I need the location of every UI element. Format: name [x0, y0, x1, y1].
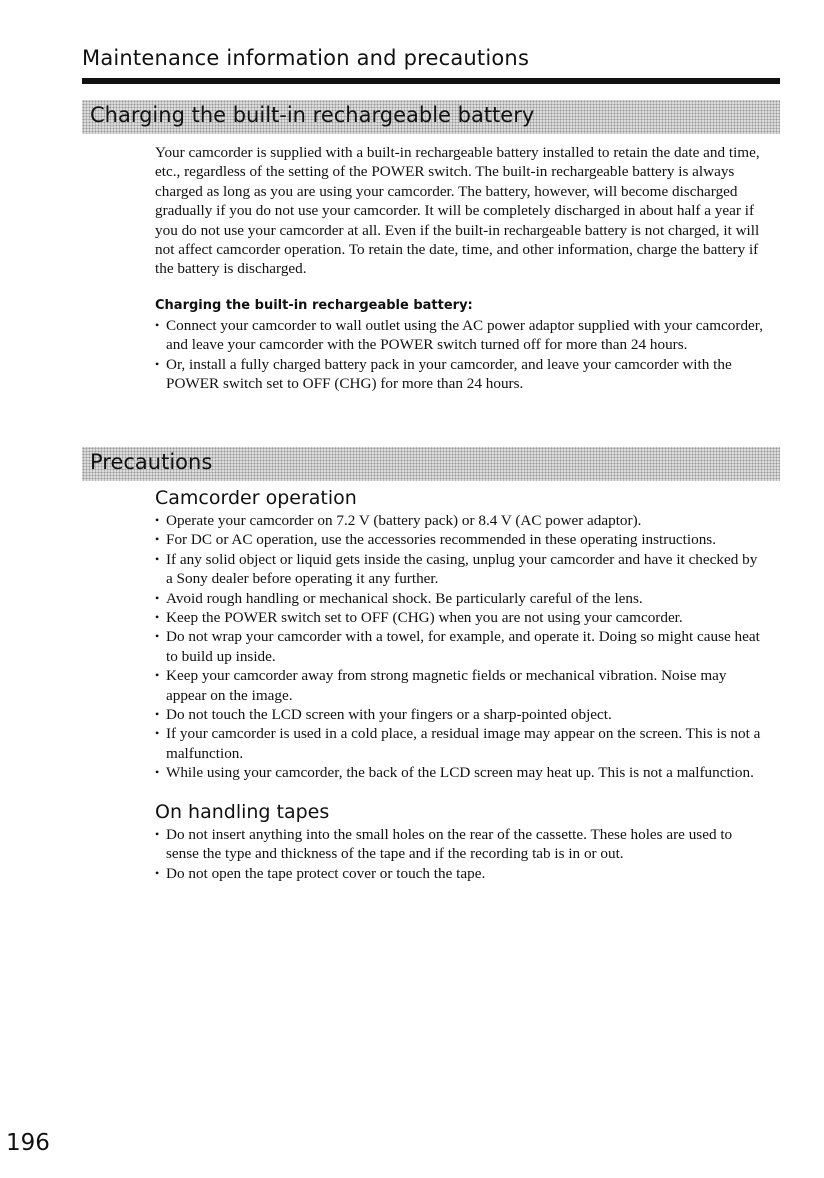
page-number: 196: [6, 1130, 50, 1156]
section-title-battery: Charging the built-in rechargeable battery: [90, 103, 535, 127]
battery-charging-subheading: Charging the built-in rechargeable battery:: [155, 297, 473, 313]
battery-charging-list: [155, 316, 765, 394]
list-item: • Avoid rough handling or mechanical shock. Be particularly careful of the lens.: [155, 589, 765, 608]
section-band-battery: [82, 100, 780, 134]
handling-tapes-heading: On handling tapes: [155, 800, 330, 823]
list-item: • Do not wrap your camcorder with a towel, for example, and operate it. Doing so might cause heat to build up inside.: [155, 627, 765, 666]
list-item: • Operate your camcorder on 7.2 V (battery pack) or 8.4 V (AC power adaptor).: [155, 511, 765, 530]
camcorder-operation-heading: Camcorder operation: [155, 487, 357, 509]
handling-tapes-list: [155, 825, 765, 883]
list-item: • For DC or AC operation, use the accessories recommended in these operating instructions.: [155, 530, 765, 549]
list-item: • While using your camcorder, the back of the LCD screen may heat up. This is not a malfunction.: [155, 763, 765, 782]
list-item: • If your camcorder is used in a cold place, a residual image may appear on the screen. This is not a malfunction.: [155, 724, 765, 763]
precautions-section-body: [155, 487, 765, 883]
list-item: • Do not insert anything into the small holes on the rear of the cassette. These holes are used to sense the type and thickness of the tape and if the recording tab is in or out.: [155, 825, 765, 864]
list-item: • Keep the POWER switch set to OFF (CHG) when you are not using your camcorder.: [155, 608, 765, 627]
list-item: • Or, install a fully charged battery pack in your camcorder, and leave your camcorder with the POWER switch set to OFF (CHG) for more than 24 hours.: [155, 355, 765, 394]
battery-section-body: [155, 143, 765, 393]
list-item: • If any solid object or liquid gets inside the casing, unplug your camcorder and have it checked by a Sony dealer before operating it any further.: [155, 550, 765, 589]
list-item: • Do not touch the LCD screen with your fingers or a sharp-pointed object.: [155, 705, 765, 724]
section-band-precautions: [82, 447, 780, 481]
list-item: • Connect your camcorder to wall outlet using the AC power adaptor supplied with your camcorder, and leave your camcorder with the POWER switch turned off for more than 24 hours.: [155, 316, 765, 355]
battery-paragraph: Your camcorder is supplied with a built-in rechargeable battery installed to retain the date and time, etc., regardless of the setting of the POWER switch. The built-in rechargeable battery is always charged as long as you are using your camcorder. The battery, however, will become discharged gradually if you do not use your camcorder. It will be completely discharged in about half a year if you do not use your camcorder at all. Even if the built-in rechargeable battery is not charged, it will not affect camcorder operation. To retain the date, time, and other information, charge the battery if the battery is discharged.: [155, 144, 760, 278]
header-rule: [82, 78, 780, 84]
page-header-title: Maintenance information and precautions: [82, 46, 530, 70]
list-item: • Keep your camcorder away from strong magnetic fields or mechanical vibration. Noise may appear on the image.: [155, 666, 765, 705]
list-item: • Do not open the tape protect cover or touch the tape.: [155, 864, 765, 883]
section-title-precautions: Precautions: [90, 450, 213, 474]
camcorder-operation-list: [155, 511, 765, 783]
